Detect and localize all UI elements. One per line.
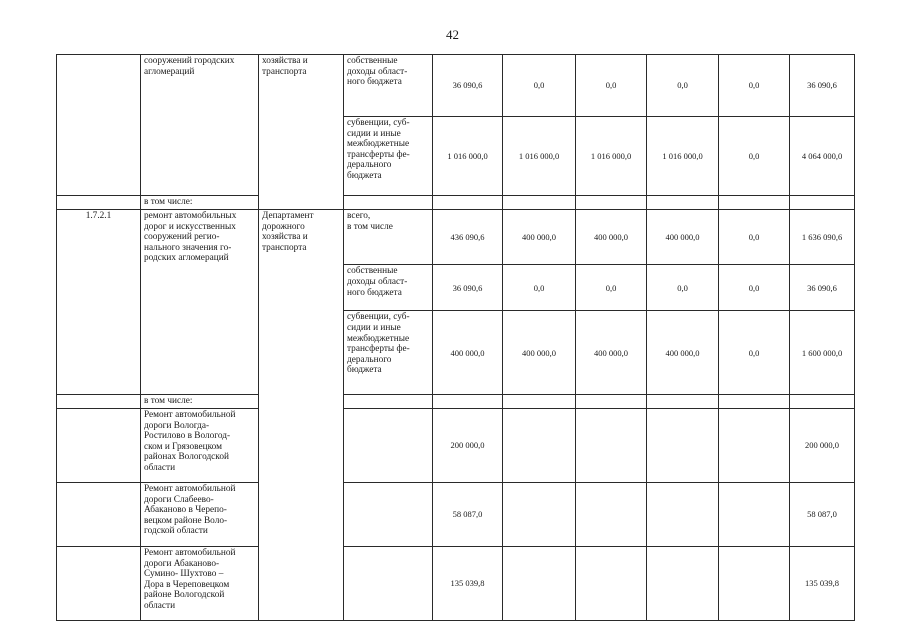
funding-source-cell bbox=[344, 395, 433, 409]
executor-cell bbox=[259, 395, 344, 409]
code-cell: 1.7.2.1 bbox=[57, 210, 141, 265]
value-cell bbox=[719, 395, 790, 409]
funding-source-cell: всего, в том числе bbox=[344, 210, 433, 265]
value-cell bbox=[719, 547, 790, 621]
total-cell: 36 090,6 bbox=[790, 265, 855, 311]
value-cell: 0,0 bbox=[576, 55, 647, 117]
value-cell: 400 000,0 bbox=[503, 210, 576, 265]
measure-name-cell bbox=[141, 265, 259, 311]
value-cell: 0,0 bbox=[719, 311, 790, 395]
table-row bbox=[57, 483, 855, 547]
value-cell bbox=[647, 196, 719, 210]
measure-name-cell: Ремонт автомобильной дороги Слабеево- Абаканово в Черепо- вецком районе Воло- годской области bbox=[141, 483, 259, 547]
value-cell: 1 016 000,0 bbox=[647, 117, 719, 196]
page-number: 42 bbox=[446, 27, 459, 42]
value-cell: 400 000,0 bbox=[576, 311, 647, 395]
measure-name-cell bbox=[141, 117, 259, 196]
total-cell bbox=[790, 395, 855, 409]
executor-cell bbox=[259, 117, 344, 196]
value-cell bbox=[503, 409, 576, 483]
value-cell: 0,0 bbox=[503, 55, 576, 117]
measure-name-cell: сооружений городских агломераций bbox=[141, 55, 259, 117]
value-cell bbox=[433, 395, 503, 409]
value-cell: 0,0 bbox=[576, 265, 647, 311]
total-cell: 1 636 090,6 bbox=[790, 210, 855, 265]
table-row bbox=[57, 55, 855, 117]
value-cell bbox=[719, 196, 790, 210]
value-cell: 0,0 bbox=[719, 55, 790, 117]
table-row bbox=[57, 196, 855, 210]
total-cell: 36 090,6 bbox=[790, 55, 855, 117]
value-cell bbox=[647, 395, 719, 409]
code-cell bbox=[57, 55, 141, 117]
value-cell bbox=[503, 196, 576, 210]
funding-source-cell bbox=[344, 547, 433, 621]
value-cell bbox=[576, 483, 647, 547]
total-cell: 4 064 000,0 bbox=[790, 117, 855, 196]
funding-source-cell bbox=[344, 409, 433, 483]
table-row bbox=[57, 117, 855, 196]
executor-cell: хозяйства и транспорта bbox=[259, 55, 344, 117]
total-cell: 58 087,0 bbox=[790, 483, 855, 547]
budget-table bbox=[56, 54, 855, 621]
value-cell bbox=[503, 547, 576, 621]
value-cell bbox=[576, 409, 647, 483]
value-cell bbox=[503, 483, 576, 547]
value-cell: 0,0 bbox=[719, 210, 790, 265]
code-cell bbox=[57, 483, 141, 547]
value-cell bbox=[647, 409, 719, 483]
value-cell bbox=[647, 547, 719, 621]
table-row bbox=[57, 210, 855, 265]
value-cell: 135 039,8 bbox=[433, 547, 503, 621]
funding-source-cell: собственные доходы област- ного бюджета bbox=[344, 265, 433, 311]
value-cell bbox=[433, 196, 503, 210]
table-row bbox=[57, 265, 855, 311]
value-cell: 400 000,0 bbox=[576, 210, 647, 265]
value-cell: 1 016 000,0 bbox=[576, 117, 647, 196]
executor-cell bbox=[259, 483, 344, 547]
measure-name-cell: в том числе: bbox=[141, 395, 259, 409]
value-cell bbox=[719, 409, 790, 483]
value-cell bbox=[647, 483, 719, 547]
executor-cell bbox=[259, 265, 344, 311]
value-cell bbox=[503, 395, 576, 409]
executor-cell bbox=[259, 311, 344, 395]
executor-cell bbox=[259, 547, 344, 621]
code-cell bbox=[57, 196, 141, 210]
value-cell: 0,0 bbox=[647, 265, 719, 311]
value-cell: 400 000,0 bbox=[503, 311, 576, 395]
measure-name-cell: Ремонт автомобильной дороги Вологда- Ростилово в Вологод- ском и Грязовецком районах Вологодской области bbox=[141, 409, 259, 483]
measure-name-cell: Ремонт автомобильной дороги Абаканово- Сумино- Шухтово – Дора в Череповецком районе Вологодской области bbox=[141, 547, 259, 621]
value-cell: 400 000,0 bbox=[647, 311, 719, 395]
funding-source-cell bbox=[344, 483, 433, 547]
executor-cell bbox=[259, 409, 344, 483]
table-row bbox=[57, 409, 855, 483]
value-cell: 436 090,6 bbox=[433, 210, 503, 265]
executor-cell: Департамент дорожного хозяйства и транспорта bbox=[259, 210, 344, 265]
value-cell: 1 016 000,0 bbox=[503, 117, 576, 196]
value-cell: 58 087,0 bbox=[433, 483, 503, 547]
value-cell: 36 090,6 bbox=[433, 55, 503, 117]
measure-name-cell: ремонт автомобильных дорог и искусственных сооружений регио- нального значения го- родских агломераций bbox=[141, 210, 259, 265]
value-cell: 400 000,0 bbox=[647, 210, 719, 265]
value-cell: 36 090,6 bbox=[433, 265, 503, 311]
value-cell: 0,0 bbox=[503, 265, 576, 311]
executor-cell bbox=[259, 196, 344, 210]
total-cell: 200 000,0 bbox=[790, 409, 855, 483]
total-cell: 135 039,8 bbox=[790, 547, 855, 621]
value-cell: 0,0 bbox=[719, 265, 790, 311]
value-cell: 0,0 bbox=[647, 55, 719, 117]
total-cell bbox=[790, 196, 855, 210]
value-cell: 0,0 bbox=[719, 117, 790, 196]
code-cell bbox=[57, 547, 141, 621]
code-cell bbox=[57, 311, 141, 395]
funding-source-cell: субвенции, суб- сидии и иные межбюджетные трансферты фе- дерального бюджета bbox=[344, 311, 433, 395]
total-cell: 1 600 000,0 bbox=[790, 311, 855, 395]
funding-source-cell: субвенции, суб- сидии и иные межбюджетные трансферты фе- дерального бюджета bbox=[344, 117, 433, 196]
code-cell bbox=[57, 409, 141, 483]
value-cell bbox=[576, 196, 647, 210]
table-row bbox=[57, 311, 855, 395]
value-cell: 200 000,0 bbox=[433, 409, 503, 483]
code-cell bbox=[57, 117, 141, 196]
funding-source-cell bbox=[344, 196, 433, 210]
measure-name-cell bbox=[141, 311, 259, 395]
value-cell bbox=[576, 547, 647, 621]
value-cell: 1 016 000,0 bbox=[433, 117, 503, 196]
value-cell bbox=[576, 395, 647, 409]
code-cell bbox=[57, 395, 141, 409]
value-cell: 400 000,0 bbox=[433, 311, 503, 395]
measure-name-cell: в том числе: bbox=[141, 196, 259, 210]
table-row bbox=[57, 395, 855, 409]
value-cell bbox=[719, 483, 790, 547]
code-cell bbox=[57, 265, 141, 311]
funding-source-cell: собственные доходы област- ного бюджета bbox=[344, 55, 433, 117]
table-row bbox=[57, 547, 855, 621]
